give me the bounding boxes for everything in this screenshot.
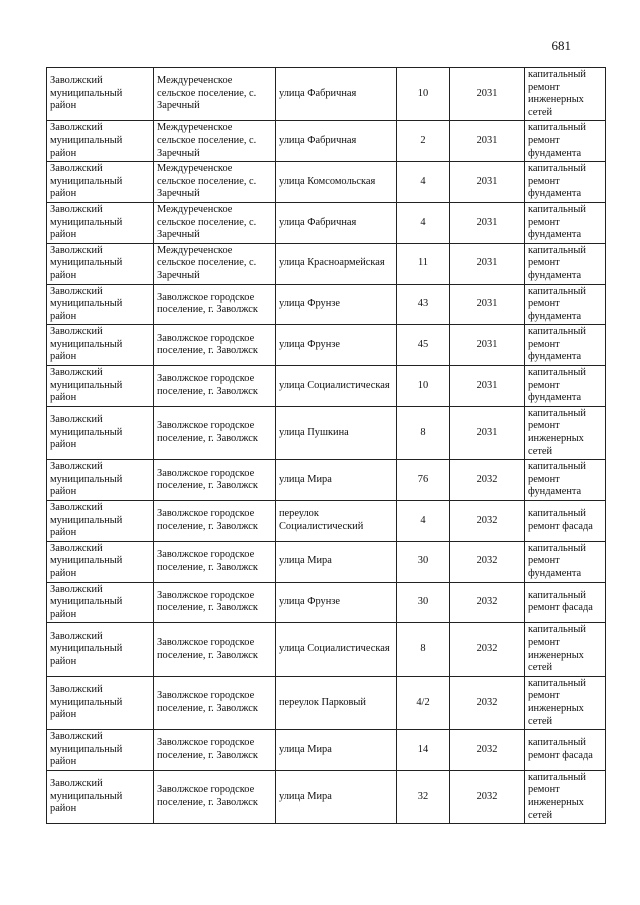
house-number-cell: 76 [397, 460, 450, 501]
work-type-cell: капитальный ремонт фундамента [525, 162, 606, 203]
district-cell: Заволжский муниципальный район [47, 730, 154, 771]
repair-schedule-table [46, 67, 606, 824]
house-number-cell: 14 [397, 730, 450, 771]
work-type-cell: капитальный ремонт фасада [525, 582, 606, 623]
street-cell: переулок Парковый [276, 676, 397, 729]
year-cell: 2031 [450, 243, 525, 284]
street-cell: улица Комсомольская [276, 162, 397, 203]
year-cell: 2032 [450, 730, 525, 771]
work-type-cell: капитальный ремонт фундамента [525, 121, 606, 162]
table-row [47, 676, 606, 729]
settlement-cell: Заволжское городское поселение, г. Заволжск [154, 582, 276, 623]
street-cell: улица Мира [276, 770, 397, 823]
street-cell: улица Мира [276, 460, 397, 501]
settlement-cell: Заволжское городское поселение, г. Заволжск [154, 406, 276, 459]
street-cell: улица Фрунзе [276, 582, 397, 623]
work-type-cell: капитальный ремонт фундамента [525, 460, 606, 501]
work-type-cell: капитальный ремонт фасада [525, 730, 606, 771]
street-cell: улица Фрунзе [276, 325, 397, 366]
house-number-cell: 30 [397, 541, 450, 582]
year-cell: 2031 [450, 162, 525, 203]
work-type-cell: капитальный ремонт инженерных сетей [525, 406, 606, 459]
house-number-cell: 4 [397, 501, 450, 542]
table-row [47, 541, 606, 582]
year-cell: 2032 [450, 770, 525, 823]
table-row [47, 730, 606, 771]
settlement-cell: Заволжское городское поселение, г. Заволжск [154, 676, 276, 729]
settlement-cell: Междуреченское сельское поселение, с. Заречный [154, 202, 276, 243]
year-cell: 2032 [450, 541, 525, 582]
street-cell: улица Пушкина [276, 406, 397, 459]
street-cell: улица Мира [276, 730, 397, 771]
street-cell: улица Красноармейская [276, 243, 397, 284]
settlement-cell: Заволжское городское поселение, г. Заволжск [154, 284, 276, 325]
year-cell: 2032 [450, 460, 525, 501]
district-cell: Заволжский муниципальный район [47, 460, 154, 501]
table-row [47, 325, 606, 366]
settlement-cell: Междуреченское сельское поселение, с. Заречный [154, 121, 276, 162]
street-cell: переулок Социалистический [276, 501, 397, 542]
district-cell: Заволжский муниципальный район [47, 406, 154, 459]
district-cell: Заволжский муниципальный район [47, 325, 154, 366]
district-cell: Заволжский муниципальный район [47, 501, 154, 542]
table-row [47, 406, 606, 459]
street-cell: улица Мира [276, 541, 397, 582]
settlement-cell: Заволжское городское поселение, г. Заволжск [154, 366, 276, 407]
street-cell: улица Фабричная [276, 202, 397, 243]
district-cell: Заволжский муниципальный район [47, 582, 154, 623]
house-number-cell: 32 [397, 770, 450, 823]
district-cell: Заволжский муниципальный район [47, 202, 154, 243]
work-type-cell: капитальный ремонт инженерных сетей [525, 676, 606, 729]
work-type-cell: капитальный ремонт фундамента [525, 366, 606, 407]
house-number-cell: 30 [397, 582, 450, 623]
table-row [47, 121, 606, 162]
house-number-cell: 10 [397, 366, 450, 407]
page-number: 681 [551, 38, 571, 53]
street-cell: улица Фабричная [276, 121, 397, 162]
district-cell: Заволжский муниципальный район [47, 770, 154, 823]
settlement-cell: Междуреченское сельское поселение, с. Заречный [154, 68, 276, 121]
street-cell: улица Фрунзе [276, 284, 397, 325]
year-cell: 2032 [450, 676, 525, 729]
work-type-cell: капитальный ремонт фасада [525, 501, 606, 542]
year-cell: 2031 [450, 121, 525, 162]
year-cell: 2032 [450, 501, 525, 542]
district-cell: Заволжский муниципальный район [47, 623, 154, 676]
district-cell: Заволжский муниципальный район [47, 68, 154, 121]
work-type-cell: капитальный ремонт инженерных сетей [525, 623, 606, 676]
settlement-cell: Заволжское городское поселение, г. Заволжск [154, 325, 276, 366]
table-row [47, 162, 606, 203]
settlement-cell: Междуреченское сельское поселение, с. Заречный [154, 162, 276, 203]
year-cell: 2032 [450, 582, 525, 623]
year-cell: 2031 [450, 68, 525, 121]
year-cell: 2031 [450, 406, 525, 459]
house-number-cell: 4/2 [397, 676, 450, 729]
house-number-cell: 2 [397, 121, 450, 162]
settlement-cell: Заволжское городское поселение, г. Заволжск [154, 501, 276, 542]
settlement-cell: Заволжское городское поселение, г. Заволжск [154, 730, 276, 771]
district-cell: Заволжский муниципальный район [47, 121, 154, 162]
work-type-cell: капитальный ремонт фундамента [525, 541, 606, 582]
table-body [47, 68, 606, 824]
settlement-cell: Заволжское городское поселение, г. Заволжск [154, 623, 276, 676]
house-number-cell: 8 [397, 623, 450, 676]
work-type-cell: капитальный ремонт фундамента [525, 202, 606, 243]
year-cell: 2031 [450, 284, 525, 325]
work-type-cell: капитальный ремонт инженерных сетей [525, 770, 606, 823]
district-cell: Заволжский муниципальный район [47, 162, 154, 203]
year-cell: 2032 [450, 623, 525, 676]
district-cell: Заволжский муниципальный район [47, 676, 154, 729]
house-number-cell: 4 [397, 162, 450, 203]
table-row [47, 68, 606, 121]
street-cell: улица Социалистическая [276, 623, 397, 676]
year-cell: 2031 [450, 202, 525, 243]
house-number-cell: 10 [397, 68, 450, 121]
street-cell: улица Фабричная [276, 68, 397, 121]
street-cell: улица Социалистическая [276, 366, 397, 407]
table-row [47, 501, 606, 542]
table-row [47, 366, 606, 407]
table-row [47, 284, 606, 325]
settlement-cell: Междуреченское сельское поселение, с. Заречный [154, 243, 276, 284]
table-row [47, 623, 606, 676]
table-row [47, 770, 606, 823]
district-cell: Заволжский муниципальный район [47, 541, 154, 582]
year-cell: 2031 [450, 366, 525, 407]
year-cell: 2031 [450, 325, 525, 366]
table-row [47, 460, 606, 501]
house-number-cell: 4 [397, 202, 450, 243]
district-cell: Заволжский муниципальный район [47, 366, 154, 407]
settlement-cell: Заволжское городское поселение, г. Заволжск [154, 541, 276, 582]
district-cell: Заволжский муниципальный район [47, 243, 154, 284]
table-row [47, 243, 606, 284]
settlement-cell: Заволжское городское поселение, г. Заволжск [154, 770, 276, 823]
house-number-cell: 8 [397, 406, 450, 459]
table-row [47, 582, 606, 623]
work-type-cell: капитальный ремонт фундамента [525, 243, 606, 284]
house-number-cell: 43 [397, 284, 450, 325]
table-row [47, 202, 606, 243]
work-type-cell: капитальный ремонт фундамента [525, 284, 606, 325]
house-number-cell: 11 [397, 243, 450, 284]
house-number-cell: 45 [397, 325, 450, 366]
work-type-cell: капитальный ремонт фундамента [525, 325, 606, 366]
work-type-cell: капитальный ремонт инженерных сетей [525, 68, 606, 121]
district-cell: Заволжский муниципальный район [47, 284, 154, 325]
settlement-cell: Заволжское городское поселение, г. Заволжск [154, 460, 276, 501]
